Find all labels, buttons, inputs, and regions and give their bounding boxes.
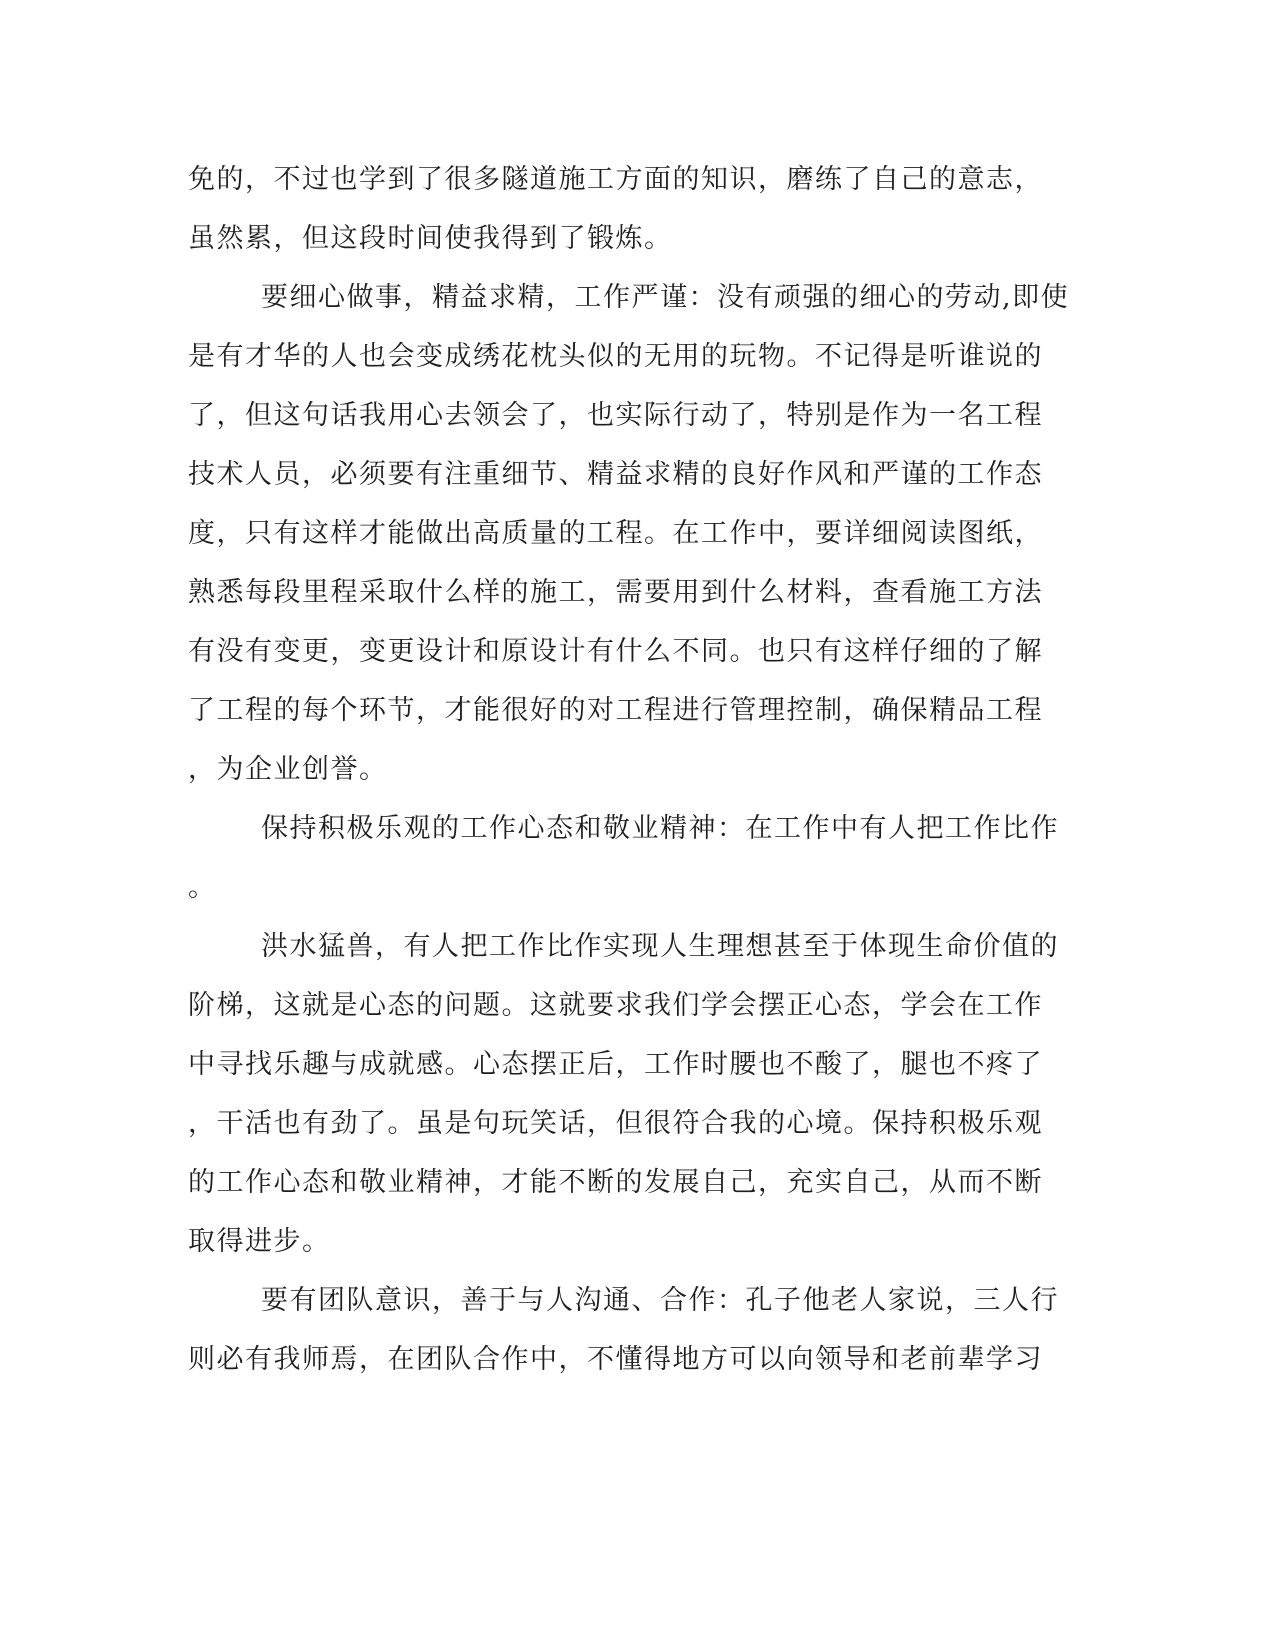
text-line: 有没有变更，变更设计和原设计有什么不同。也只有这样仔细的了解 [188, 636, 1043, 667]
text-line: 了，但这句话我用心去领会了，也实际行动了，特别是作为一名工程 [188, 400, 1043, 431]
paragraph-first-line: 要有团队意识，善于与人沟通、合作：孔子他老人家说，三人行 [261, 1285, 1059, 1316]
paragraph-first-line: 要细心做事，精益求精，工作严谨：没有顽强的细心的劳动,即使 [261, 282, 1070, 313]
text-line: 虽然累，但这段时间使我得到了锻炼。 [188, 223, 673, 254]
text-line: 技术人员，必须要有注重细节、精益求精的良好作风和严谨的工作态 [188, 459, 1043, 490]
text-line: 了工程的每个环节，才能很好的对工程进行管理控制，确保精品工程 [188, 695, 1043, 726]
paragraph-first-line: 洪水猛兽，有人把工作比作实现人生理想甚至于体现生命价值的 [261, 931, 1059, 962]
text-line: 取得进步。 [188, 1226, 331, 1257]
text-line: ，为企业创誉。 [188, 754, 388, 785]
paragraph-first-line: 保持积极乐观的工作心态和敬业精神：在工作中有人把工作比作 [261, 813, 1059, 844]
text-line: 中寻找乐趣与成就感。心态摆正后，工作时腰也不酸了，腿也不疼了 [188, 1049, 1043, 1080]
text-line: ，干活也有劲了。虽是句玩笑话，但很符合我的心境。保持积极乐观 [188, 1108, 1043, 1139]
text-line: 阶梯，这就是心态的问题。这就要求我们学会摆正心态，学会在工作 [188, 990, 1043, 1021]
text-line: 的工作心态和敬业精神，才能不断的发展自己，充实自己，从而不断 [188, 1167, 1043, 1198]
text-line: 。 [188, 872, 217, 903]
text-line: 是有才华的人也会变成绣花枕头似的无用的玩物。不记得是听谁说的 [188, 341, 1043, 372]
text-line: 度，只有这样才能做出高质量的工程。在工作中，要详细阅读图纸， [188, 518, 1043, 549]
text-line: 免的，不过也学到了很多隧道施工方面的知识，磨练了自己的意志， [188, 164, 1043, 195]
text-line: 熟悉每段里程采取什么样的施工，需要用到什么材料，查看施工方法 [188, 577, 1043, 608]
text-line: 则必有我师焉，在团队合作中，不懂得地方可以向领导和老前辈学习 [188, 1344, 1043, 1375]
